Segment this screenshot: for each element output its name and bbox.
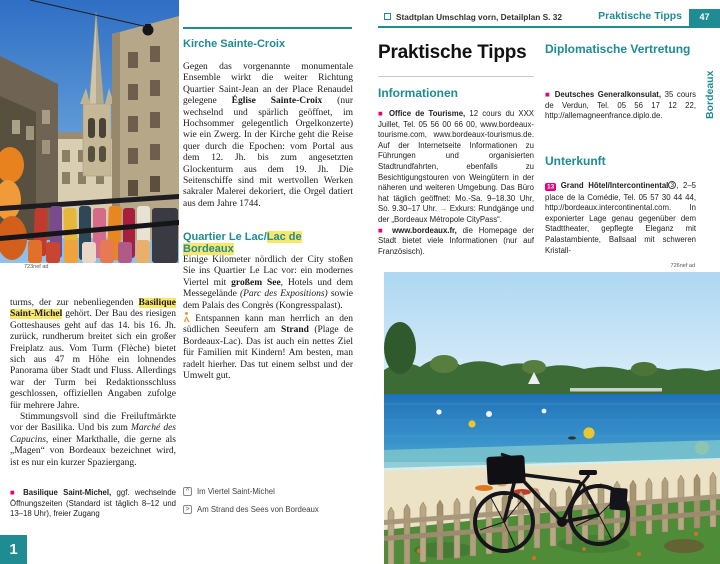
column-left [10,298,176,469]
distant-bridge [570,388,662,392]
map-square-icon [384,13,391,20]
caption-strand [183,505,353,514]
swimmer [568,436,576,439]
info-office-de-tourisme: ■ Office de Tourisme, 12 cours du XXX Juillet, Tel. 05 56 00 66 00, www.bordeaux-tourisme.com, www.bordeaux-tourismus.de. Auf der Internetseite Informationen zu Führungen und organisierten Stadtrundfahrten, ebenfalls zu Besichtigungstouren von Weingütern in der näheren und weiteren Umgebung. Das Büro hat täglich geöffnet: Mo.-Sa. 9–18.30 Uhr, So. 9.30–17 Uhr. → Exkurs: Rundgänge und der „Bordeaux Métropole CityPass“. [378,109,534,224]
info-basilique-saint-michel: ■ Basilique Saint-Michel, ggf. wechselnde Öffnungszeiten (Standard ist täglich 8–12 und 13–18 Uhr), freier Zugang [10,488,177,519]
caption-text: Im Viertel Saint-Michel [197,487,275,496]
bike-basket [486,455,525,485]
page-title-praktische-tipps: Praktische Tipps [378,42,527,63]
heading-quartier-le-lac: Quartier Le Lac/Lac de Bordeaux [183,231,302,255]
heading-kirche-sainte-croix: Kirche Sainte-Croix [183,38,286,50]
para-markets: Stimmungsvoll sind die Freiluftmärkte vor der Basilika. Und bis zum Marché des Capucins, einer Markthalle, die gerne als „Magen“ von Bordeaux bezeichnet wird, ist es nur ein kurzer Spaziergang. [10,412,177,468]
caption-text: Am Strand des Sees von Bordeaux [197,505,319,514]
photo-ref-right-icon: > [183,505,192,514]
photo-captions [183,487,353,523]
photo-credit-right: 726nef ad [670,263,695,269]
para-strand-tip: Entspannen kann man herrlich an den südlichen Seeufern am Strand (Plage de Bordeaux-Lac). Das ist auch ein nettes Ziel für Familien mit Kindern! Am besten, man radelt hierher. Das tut einem selbst und der Umwelt gut. [183,314,353,382]
title-rule [378,76,534,77]
para-sainte-croix: Gegen das vorgenannte monumentale Ensemble wirkt die weiter Richtung Quartier Saint-Jean an der Place Renaudel gelegene Église Sainte-Croix (nur wechselnd und spärlich geöffnet, im Hochsommer gelegentlich Orgelkonzerte) wie ein Zwerg. In der Kirche geht die Reise quer durch die Epochen: vom Portal aus dem 12. Jh. bis zum angesetzten Glockenturm aus dem 19. Jh. Die Seitenschiffe sind mit wertvollen Werken sakraler Malerei dekoriert, die Orgel datiert aus dem Jahre 1744. [183,62,353,209]
header-map-note: Stadtplan Umschlag vorn, Detailplan S. 32 [396,12,562,22]
bike-saddle [579,470,597,475]
heading-diplomatische-vertretung: Diplomatische Vertretung [545,42,691,56]
info-www-bordeaux-fr: ■ www.bordeaux.fr, die Homepage der Stadt bietet viele Informationen (nur auf Französisch). [378,225,534,256]
header-section-label: Praktische Tipps [598,10,682,22]
header-rule [378,26,720,28]
left-page-header-rule [183,27,352,29]
info-grand-hotel-intercontinental: 13 Grand Hôtel/Intercontinental 3 , 2–5 place de la Comédie, Tel. 05 57 30 44 44, http://bordeaux.intercontinental.com. In exponierter Lage genau gegenüber dem Stadttheater, gepflegte Eleganz mit Palastambiente, Ballsaal mit schweren Kristall- [545,181,696,255]
info-deutsches-generalkonsulat: ■ Deutsches Generalkonsulat, 35 cours de Verdun, Tel. 05 56 17 12 22, http://allemagneenfrance.diplo.de. [545,90,696,121]
lake-beach-photo [384,272,720,564]
para-quartier: Einige Kilometer nördlich der City stoßen Sie ins Quartier Le Lac vor: ein modernes Viertel mit großem See, Hotels und dem Messegelände (Parc des Expositions) sowie dem Palais des Congrès (Kongresspalast). [183,255,353,311]
bike-pannier [609,487,627,510]
photo-credit-left: 723nef ad [24,264,49,270]
chapter-tab: 1 [0,535,27,564]
bordeaux-side-tab: Bordeaux [704,70,716,120]
heading-unterkunft: Unterkunft [545,154,606,168]
photo-ref-up-icon: ^ [183,487,192,496]
street-market-photo [0,0,179,263]
caption-saint-michel [183,487,353,496]
para-basilique-continuation: turms, der zur nebenliegenden Basilique Saint-Michel gehört. Der Bau des riesigen Gotteshauses geht auf das 14. bis 16. Jh. zurück, rundherum breitet sich ein großer Freiplatz aus. Vom Turm (Flèche) bietet sich aus 47 m Höhe ein lohnendes Panorama über Stadt und Fluss. Allerdings war der Turm bei Redaktionsschluss geschlossen, offiziellen Angaben zufolge für mehrere Jahre. [10,298,176,411]
quartier-paragraphs [183,255,353,382]
page-number-badge: 47 [689,9,720,26]
heading-informationen: Informationen [378,86,458,100]
informationen-entries [378,109,534,257]
